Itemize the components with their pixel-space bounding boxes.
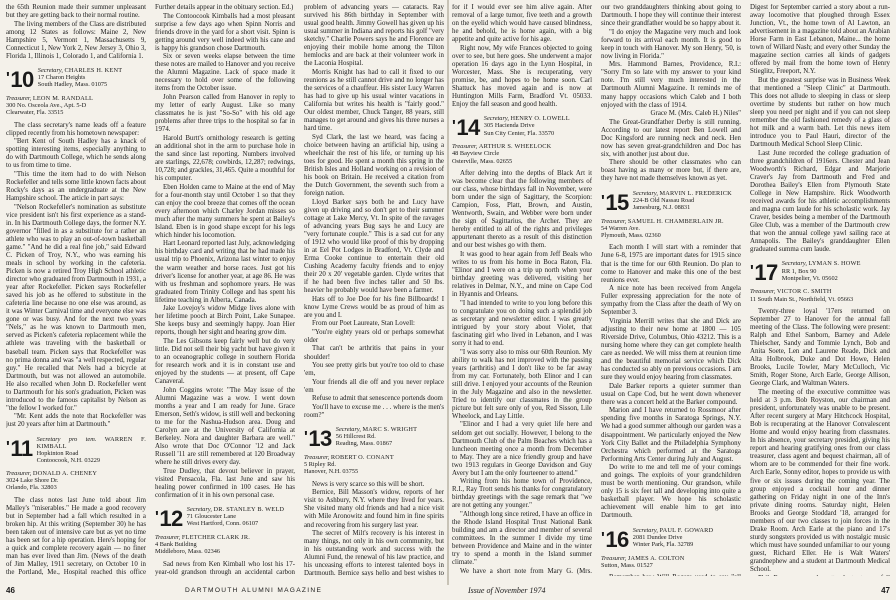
class-header-1917: '17 Secretary, LYMAN S. HOWE RR 1, Box 90 Montpelier, Vt. 05602	[750, 260, 861, 286]
page-gutter	[447, 0, 449, 585]
column-3	[304, 4, 444, 576]
poem-line: "You're eighty years old or perhaps somewhat older	[304, 328, 444, 344]
paragraph: "I do enjoy the Magazine very much and look forward to its arrival each month. It is good to keep in touch with Hanover. My son Henry, '50, is now living in Florida."	[601, 28, 741, 60]
class-year: '13	[304, 425, 332, 451]
class-treasurer: Treasurer, ARTHUR S. WHEELOCK 48 Bayview Circle Osterville, Mass. 02655	[452, 143, 552, 165]
paragraph: The Great-Grandfather Derby is still running. According to our latest report Ben Lowell and Doc Kingsford are running neck and neck. Hen now has seven great-grandchildren and Doc has six, with another just about due.	[601, 118, 741, 158]
class-year: '10	[6, 66, 34, 92]
paragraph: Harold Burtt's ornithology research is getting an additional shot in the arm to purchase hole in the sand since last reporting. Numbers involved are starlings, 22,678; cowbirds, 12,287; redwings, 10,728; and grackles, 31,465. Quite a mouthful for his computer.	[155, 134, 295, 182]
paragraph: The class secretary's name leads off a feature clipped recently from his hometown newspaper:	[6, 121, 146, 137]
paragraph: Bernice, Bill Masson's widow, reports of her visit to Ashbury, N.Y. where they lived for years. She visited many old friends and had a nice visit with Mile Aronowitz and found him in fine spirits and recovering from his surgery last year.	[304, 489, 444, 529]
paragraph: Do write to me and tell me of your comings and goings. The exploits of your grandchildren must be worth mentioning. Our grandson, while only 15 is six feet tall and developing into quite a basketball player. We hope his scholastic achievement will enable him to get into Dartmouth.	[601, 464, 741, 520]
paragraph: A nice note has been received from Angela Fuller expressing appreciation for the note of sympathy from the Class after the death of Wy on September 3.	[601, 285, 741, 317]
class-treasurer: Treasurer, LEON M. RANDALL 300 No. Osceola Ave., Apt. 5-D Clearwater, Fla. 33515	[6, 94, 94, 117]
paragraph: "This time the item had to do with Nelson Rockefeller and tells some little known facts about Rocky's days as an undergraduate at the New Hampshire school. The article in part says:	[6, 171, 146, 203]
paragraph: But the greatest surprise was in Business Week that mentioned a "Sleep Clinic" at Dartmouth. This does not allude to sleeping in class or sleep overtime by students but rather on how much sleep you need per night and if you can not sleep remember the old fashioned remedy of a glass of hot milk and a warm bath. Let this news item introduce you to Paul Hauri, director of the Dartmouth Medical School Sleep Clinic.	[750, 76, 890, 149]
paragraph: Morris Knight has had to call it fixed to our reunions as he still cannot drive and no longer has the services of a chauffeur. His sister Lucy Warren has had to give up his usual winter vacations in California but writes his health is "fairly good." Our oldest member, Chuck Tanger, 88 years, still manages to get around and gives his three nurses a hard time.	[304, 68, 444, 133]
paragraph: Eben Holden came to Maine at the end of May for a four-month stay until October 1 so that they can enjoy the cool breeze that comes off the ocean every afternoon which Charley Jordan misses so much after the many summers he spent at Bailey's Island. Eben is in good shape except for his legs which hinder his locomotion.	[155, 183, 295, 239]
signature-line: Grace M. (Mrs. Caleb H.) Niles"	[650, 110, 741, 118]
paragraph: Last June recorded the college graduation of three grandchildren of 1916ers. Chester and Jean Woodworth's Richard, Edgar and Marjorie Craver's Jay from Dartmouth and Fred and Dorothea Bailey's Ellen from Plymouth State College in New Hampshire. Rick Woodworth received awards for his athletic accomplishments and magna cum laude for his scholastic work. Jay Craver, besides being a member of the Dartmouth Glee Club, was a member of the Dartmouth crew that won the annual college yawl sailing race at Annapolis. The Bailey's granddaughter Ellen graduated summa cum laude.	[750, 149, 890, 254]
issue-date: Issue of November 1974	[468, 586, 546, 595]
poem-line: Your friends all die off and you never replace 'em	[304, 378, 444, 394]
column-2	[155, 4, 295, 576]
paragraph: Writing from his home town of Providence, R.I., Ray Trott sends his thanks for congratulatory birthday greetings with the sage remark that "we are not getting any younger."	[452, 478, 592, 510]
column-6	[750, 4, 890, 576]
paragraph: "Bert Kent of South Hadley has a knack of spotting interesting items, especially anything to do with Dartmouth College, which he sends along to us from time to time.	[6, 138, 146, 170]
class-header-1914: '14 Secretary, HENRY O. LOWELL 305 Hacienda Drive Sun City Center, Fla. 33570	[452, 115, 570, 141]
paragraph: for if I would ever see him alive again. After removal of a large tumor, five teeth and a growth on the eyelid which would have caused blindness, he and behold, he is home again, with a big appetite and quite active for his age.	[452, 4, 592, 44]
paragraph: Each month I will start with a reminder that June 6-8, 1975 are important dates for 1915 since that is the time for our 60th Reunion. Do plan to come to Hanover and make this one of the best reunions ever.	[601, 244, 741, 284]
page-number-left: 46	[6, 586, 15, 595]
paragraph: "Mr. Kent adds the note that Rockefeller was just 20 years after him at Dartmouth."	[6, 413, 146, 429]
page-number-right: 47	[881, 586, 890, 595]
magazine-title: DARTMOUTH ALUMNI MAGAZINE	[185, 587, 323, 594]
class-treasurer: Treasurer, JAMES A. COLTON Sutton, Mass. 01527	[601, 554, 685, 569]
paragraph	[750, 575, 890, 576]
paragraph: The class notes last June told about Jim Malley's "miserables." He made a good recovery but in September had a fall which resulted in a broken hip. At this writing (September 30) he has been taken out of intensive care but as yet no time has been set for a hip operation. Here's hoping for a quick and complete recovery again — no finer man has ever lived than Jim. (News of the death of Jim Malley, 1911 secretary, on October 10 in the Portland, Me., Hospital reached this office	[6, 496, 146, 576]
paragraph: Jake Lovejoy's widow Midge lives alone with her lifetime pooch at Birch Point, Lake Sunapee. She keeps busy and seemingly happy. Joan Hier reports, though her sight and hearing grow dim.	[155, 305, 295, 337]
paragraph: It was good to hear again from Jeff Beals who writes to us from his home in Boca Raton, Fla. "Elinor and I were on a trip up north when your birthday greeting was delivered, visiting her relatives in Delmar, N.Y., and mine on Cape Cod in Hyannis and Orleans.	[452, 250, 592, 299]
class-treasurer: Treasurer, FLETCHER CLARK JR. 4 Bank Building Middleboro, Mass. 02346	[155, 533, 250, 556]
paragraph: Hart Leonard reported last July, acknowledging his birthday card and writing that he had made his usual trip to Phoenix, Arizona last winter to enjoy the warm weather and horse races. Just got his driver's license for another year, at age 86. He was with us freshman and sophomore years. He was graduated from Trinity College and has spent his lifetime teaching in Alberta, Canada.	[155, 240, 295, 304]
paragraph: We have a short note from Mary G. (Mrs.	[460, 567, 592, 575]
paragraph: After delving into the depths of Black Art it was become clear that the following members of our class, whose birthdays fall in November, were born under the sign of Sagittary, the Scorpion: Campion, Foss, Platt, Brown, and Austin, Wentworth, Swain, and Webber were born under the sign of Sagittarius, the Archer. They are hereby entitled to all of the rights and privileges appurtenant thereto as a result of this distinction and our best wishes go with them.	[452, 170, 592, 250]
paragraph: "I was sorry also to miss our 60th Reunion. My ability to walk has not improved with the passing years (arthritis) and I don't like to be far away from my car. Fortunately, both Elinor and I can still drive. I enjoyed your accounts of the Reunion in the July Magazine and also in the newsletter. Tried to identify our classmates in the group picture but felt sure only of you, Red Sisson, Lile Wheelock, and Lay Little.	[452, 348, 592, 420]
class-header-1911: '11 Secretary pro tem. WARREN F. KIMBALL Hopkinton Road Contoocook, N.H. 03229	[6, 435, 146, 465]
paragraph: John Pearson called from Hanover in reply to my letter of early August. Like so many classmates he is just "So-So" with his old age problems after three trips to the hospital so far in 1974.	[155, 94, 295, 134]
paragraph: Dale Barker reports a quieter summer than usual on Cape Cod, but he went down whenever there was a concert held at the Barker compound.	[601, 382, 741, 406]
class-header-1915: '15 Secretary, MARVIN L. FREDERICK 224-B Old Nassau Road Jamesburg, N.J. 08831	[601, 189, 732, 215]
poem-line: Refuse to admit that senescence portends doom	[312, 395, 443, 403]
paragraph: Twenty-three loyal '17ers returned on September 27 to Hanover for the annual fall meeting of the Class. The following were present: Ralph and Ethel Sanborn, Barney and Adele Thielscher, Sandy and Tommie Lynch, Bob and Anita Soete, Len and Laurene Reade, Dick and Alta Holbrook, Duke and Dot Howe, Helen Brooks, Lucile Towler, Mary McCulloch, Vic Smith, Roger Stone, Arch Earle, George Allison, George Clark, and Waltman Waters.	[750, 308, 890, 388]
class-treasurer: Treasurer, ROBERT O. CONANT 5 Ripley Rd. Hanover, N.H. 03755	[304, 453, 394, 476]
paragraph: Sad news from Ken Kimball who lost his 17-year-old grandson through an accidental carbon	[155, 560, 295, 576]
poem-line: You'll have to excuse me . . . where is the men's room?"	[304, 403, 444, 419]
paragraph: Hats off to Joe Doe for his fine Billboards! I know Lyme Crews would be as proud of him as are you and I.	[304, 295, 444, 319]
paragraph: "Nelson Rockefeller's nomination as substitute vice president isn't his first experience as a stand-in. In his Dartmouth College days, the former N.Y. governor "filled in as a substitute for a rather an athlete who was to play an out-of-town basketball game." "And he did a real fine job," said Edward C. Picken of Troy, N.Y., who was earning his meals in school by working in the cafeteria. Picken is now a retired Troy High School athletic director who graduated from Dartmouth in 1931, a year after Rockefeller. Picken says Rockefeller saved his job as he offered to substitute in the cafeteria line because no one else was around, as it was Winter Carnival time and everyone else was gone or was busy. And for the next two years "Nels," as he was known to Dartmouth men, served as Picken's cafeteria replacement while the athlete was traveling with the basketball or baseball team. Picken says that Rockefeller was no prima donna and was "a well respected, regular guy." He recalled that Nels had a bicycle at Dartmouth, but was not allowed an automobile. He also recalled when John D. Rockefeller went to Dartmouth for his son's graduation, Picken was introduced to the famous capitalist by Nelson as "the fellow I worked for."	[6, 203, 146, 412]
class-header-1916: '16 Secretary, PAUL F. GOWARD 2081 Dundee Drive Winter Park, Fla. 32789	[601, 526, 714, 552]
paragraph: From our Poet Laureate, Stan Lovell:	[312, 320, 415, 328]
paragraph: "Although long since retired, I have an office in the Rhode Island Hospital Trust National Bank building and am a director and member of several committees. In the summer I divide my time between Providence and Maine and in the winter try to spend a month in the Island summer climate."	[452, 510, 592, 567]
paragraph: Six or seven weeks elapse between the time these notes are mailed to Hanover and you receive the Alumni Magazine. Lack of space made it necessary to hold over some of the following items from the October issue.	[155, 53, 295, 93]
paragraph: The living members of the Class are distributed among 12 States as follows: Maine 2, New Hampshire 5, Vermont 1, Massachusetts 9, Connecticut 1, New York 2, New Jersey 3, Ohio 3, Florida 1, Illinois 1, Colorado 1, and California 1.	[6, 20, 146, 60]
paragraph: True Dudley, that devout believer in prayer, visited Pensacola, Fla. last June and saw his healing power confirmed in 100 cases. He has confirmation of it in his own personal case.	[155, 467, 295, 499]
paragraph: "Elinor and I had a very quiet life here and seldom get out socially. However, I belong to the Dartmouth Club of the Palm Beaches which has a luncheon meeting once a month from December to May. They are a nice friendly group and have two 1913 regulars in George Davidson and Guy Avery but I am the only fourteener to attend."	[452, 421, 592, 477]
paragraph: Further details appear in the obituary section. Ed.)	[155, 4, 294, 11]
paragraph: Right now, My wife Frances objected to going over to see, but here goes. She underwent a major operation 16 days ago in the Lynn Hospital, in Worcester, Mass. She is recuperating, very promise, be, and hopes to be home soon. Carl Shattuck has moved again and is now at Huntington Mills Farm, Bradford Vt. 05033. Enjoy the fall season and good health.	[452, 44, 592, 109]
poem-line: You see pretty girls but you're too old to chase 'em,	[304, 362, 444, 378]
column-4	[452, 4, 592, 576]
paragraph: our two granddaughters thinking about going to Dartmouth. I hope they will continue their interest since their grandfather would be so happy about it.	[601, 4, 741, 28]
column-1	[6, 4, 146, 576]
paragraph: Lloyd Barker says both he and Lucy have given up driving and so don't get to their summer cottage at Lake Mercy, Vt. In spite of the ravages of advancing years Bug says he and Lucy are "very fortunate couple." This is a sad cut for any of 1912 who would like proof of this by dropping in at Eel Pot Lodges in Bradford, Vt. Clyde and Erma Cooke continue to entertain their old Cushing Academy faculty friends and to enjoy their 20 x 20' vegetable garden. Clyde writes that if he had been five inches taller and 50 lbs. heavier he probably would have been a farmer.	[304, 198, 444, 295]
paragraph	[601, 574, 741, 576]
class-treasurer: Treasurer, DONALD A. CHENEY 3024 Lake Shore Dr. Orlando, Fla. 32803	[6, 469, 98, 492]
paragraph: Syd Clark, the last we heard, was facing a choice between having an artificial hip, using a wheelchair the rest of his life, or turning up his toes for good. He spent a month this spring in the British Isles and Holland working on a revision of his book on Britain. He received a citation from the Dutch Government, the seventh such from a foreign nation.	[304, 133, 444, 198]
paragraph: The meeting of the executive committee was held at 3 p.m. Bob Royston, our chairman and president, unfortunately was unable to be present. After recent surgery at Mary Hitchcock Hospital, Bob is recuperating at the Hanover Convalescent Home and would enjoy hearing from classmates. In his absence, your secretary presided, giving his report and hearing gratifying ones from our class treasurer, class agent and bequest chairman, all of whom are to be commended for their fine work. Arch Earle, Sonny editor, hopes to provide us with five or six issues during the coming year. The group enjoyed a cocktail hour and dinner gathering on Friday night in one of the Inn's private dining rooms. Saturday night, Helen Brooks and George Stoddard '18, arranged for members of our two classes to join forces in the Drake Room. Arch Earle at the piano and 17's sturdy songsters provided us with nostalgic music which must have sounded unfamiliar to our young guest, Richard Eller. He is Walt Waters' grandnephew and a student at Dartmouth Medical School.	[750, 389, 890, 574]
paragraph: Virginia Merrill writes that she and Dick are adjusting to their new home at 1800 — 105 Riverside Drive, Columbus, Ohio 43212. This is a nursing home where they can get complete health care as needed. We will miss them at reunion time and the beautiful memorial service which Dick has conducted so ably on previous occasions. I am sure they would enjoy hearing from classmates.	[601, 317, 741, 382]
paragraph: John Coggins wrote: "The May issue of the Alumni Magazine was a wow. I went down months a year and I am ready for June. Grace Emerson, Seth's widow, is still well and beckoning to me for the Nashua-Hudson area. Doug and Carolyn are at the University of California at Berkeley. Nora and daughter Barbara are well." Also wrote that Doc O'Connor '12 and Jack Russell '11 are still remembered at 120 Broadway where he still drives every day.	[155, 386, 295, 467]
paragraph: The secret of Milt's recovery is his interest in many things, not only in his own community, but in his outstanding work and success with the Alumni Fund, the renewal of his law practice, and his unceasing efforts to interest talented boys in Dartmouth. Bernice says hello and best wishes to	[304, 530, 444, 576]
paragraph: "I had intended to write to you long before this to congratulate you on doing such a splendid job as secretary and newsletter editor. I was greatly intrigued by your story about Violet, that fascinating girl who lived in Lebanon, and I was sorry it had to end.	[452, 299, 592, 347]
class-year: '12	[155, 505, 183, 531]
paragraph: Mrs. Hammond Barnes, Providence, R.I.: "Sorry I'm so late with my answer to your kind note. I'm still very much interested in the Dartmouth Alumni Magazine. It reminds me of many happy occasions which Caleb and I both enjoyed with the class of 1914.	[601, 61, 741, 109]
poem-line: That can't be arthritis that pains in your shoulder!	[304, 345, 444, 361]
paragraph: problem of advancing years — cataracts. Ray survived his 86th birthday in September with usual good health. Jimmy Gowell has given up his usual summer in Indiana and reports his golf "very sketchy." Charlie Powers says he and Florence are enjoying their mobile home among the Tilton hemlocks and are back at their volunteer work in the Laconia Hospital.	[304, 4, 444, 68]
class-year: '16	[601, 526, 629, 552]
paragraph: Marion and I have returned to Rossmoor after spending five months in Saratoga Springs, N.Y. We had a good summer although our garden was a disappointment. We particularly enjoyed the New York City Ballet and the Philadelphia Symphony Orchestra which performed at the Saratoga Performing Arts Center during July and August.	[601, 407, 741, 463]
class-year: '11	[6, 435, 33, 461]
class-header-1912: '12 Secretary, DR. STANLEY B. WELD 71 Gloucester Lane West Hartford, Conn. 06107	[155, 505, 285, 531]
paragraph: The Les Gibsons keep fairly well but do very little. Did not sell their big yacht but have given it to an oceanographic college in southern Florida for research work and it is in constant use and enjoyed by the students — at present, off Cape Canaveral.	[155, 337, 295, 386]
class-year: '15	[601, 189, 629, 215]
class-year: '17	[750, 260, 778, 286]
class-treasurer: Treasurer, SAMUEL H. CHAMBERLAIN JR. 54 Warren Ave. Plymouth, Mass. 02360	[601, 217, 724, 240]
class-treasurer: Treasurer, VICTOR C. SMITH 11 South Main St., Northfield, Vt. 05663	[750, 288, 854, 303]
paragraph: Digest for September carried a story about a run-away locomotive that ploughed through Essex Junction, Vt., the home town of Al Lawton, an advertisement in a magazine told about an Arabian Horse Farm in East Lebanon, Maine... the home town of Willard Nash; and every other Sunday the magazine section carries all kinds of gadgets offered by mail from the home town of Henry Stieglitz, Freeport, N.Y.	[750, 4, 890, 76]
class-year: '14	[452, 115, 480, 141]
paragraph: The Contoocook Kimballs had a most pleasant surprise a few days ago when Spinn Norris and friends drove in the yard for a short visit. Spinn is getting around very well indeed with his cane and is happy his grandson chose Dartmouth.	[155, 12, 295, 52]
paragraph: the 65th Reunion made their summer unpleasant but they are getting back to their normal routine.	[6, 4, 146, 20]
class-header-1913: '13 Secretary, MARC S. WRIGHT 56 Hillcrest Rd. Reading, Mass. 01867	[304, 425, 418, 451]
paragraph: There should be other classmates who can boast having as many or more but, if there are, they have not made themselves known as yet.	[601, 159, 741, 183]
paragraph: News is very scarce so this will be short.	[312, 480, 425, 488]
class-header-1910: '10 Secretary, CHARLES H. KENT 17 Charon Heights South Hadley, Mass. 01075	[6, 66, 123, 92]
column-5	[601, 4, 741, 576]
